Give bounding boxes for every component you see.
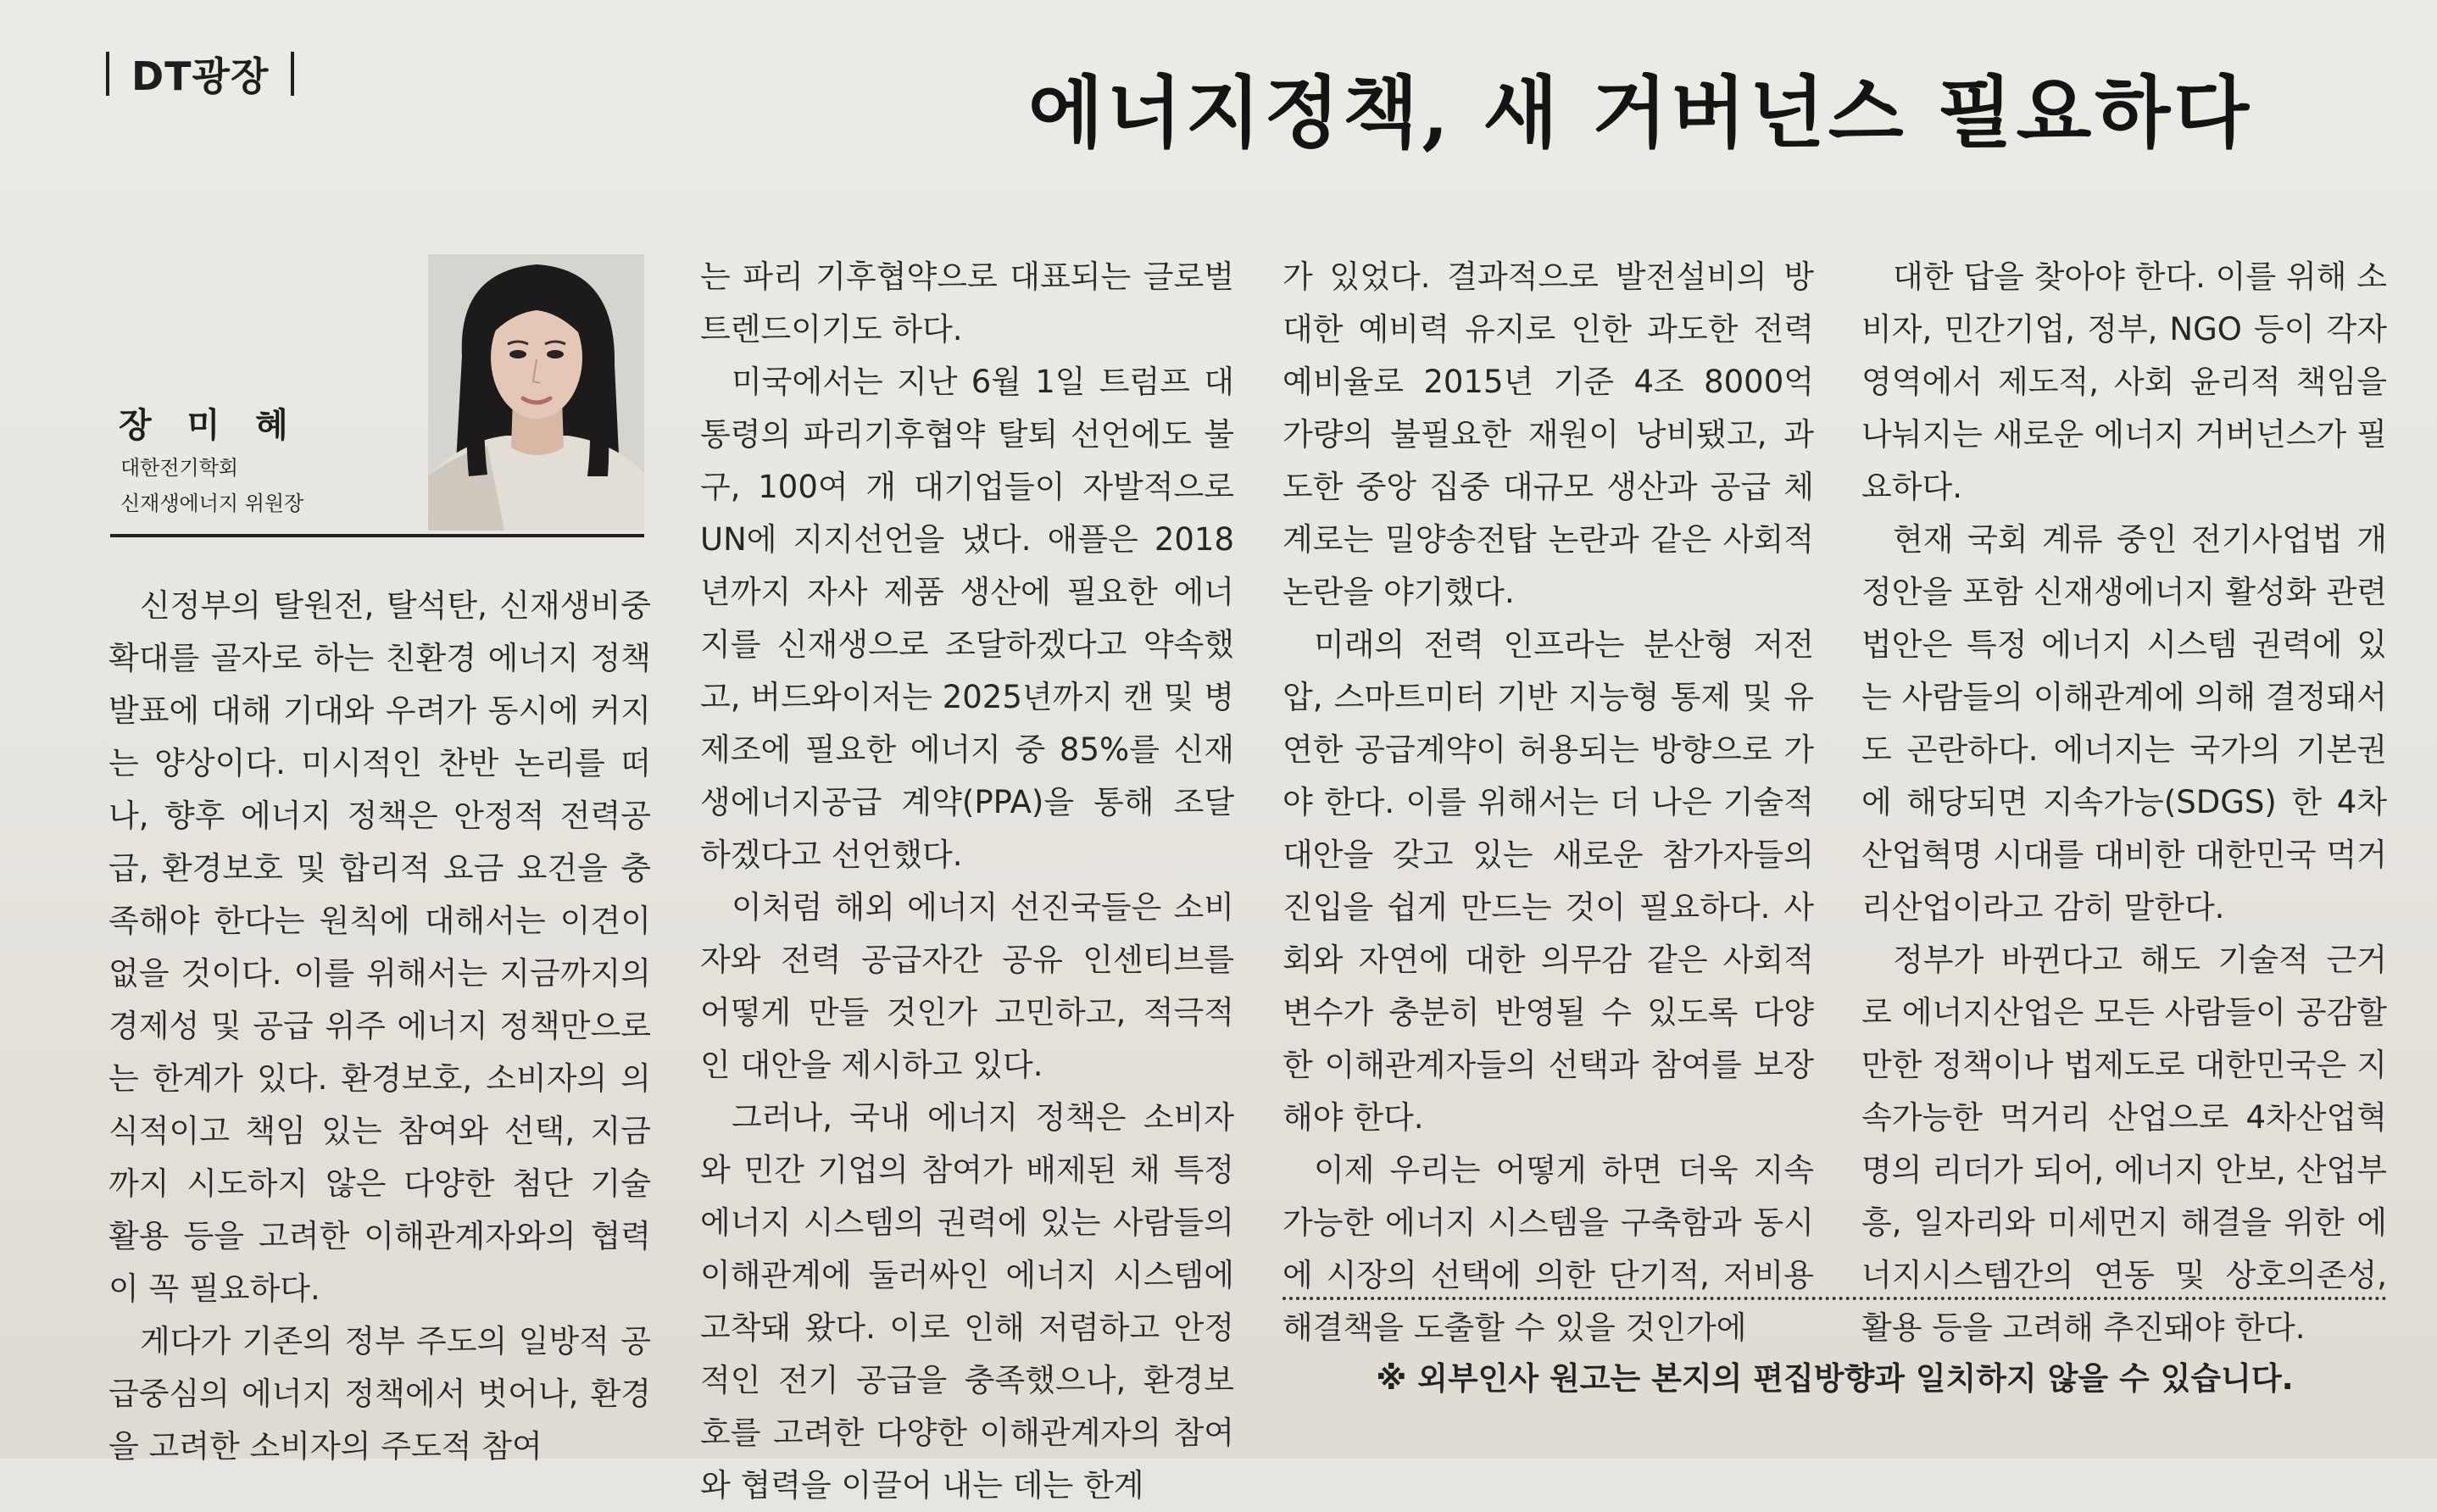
section-divider-left: [106, 52, 109, 96]
paragraph: 현재 국회 계류 중인 전기사업법 개정안을 포함 신재생에너지 활성화 관련 법안은 특정 에너지 시스템 권력에 있는 사람들의 이해관계에 의해 결정돼서도 곤란하다. 에너지는 국가의 기본권에 해당되면 지속가능(SDGS) 한 4차 산업혁명 시대를 대비한 대한민국 먹거리산업이라고 감히 말한다.: [1861, 521, 2387, 926]
headline: 에너지정책, 새 거버넌스 필요하다: [1027, 67, 2253, 158]
paragraph-continued: 는 파리 기후협약으로 대표되는 글로벌 트렌드이기도 하다.: [700, 258, 1234, 347]
article-column-2: [700, 251, 1234, 1512]
paragraph: 미래의 전력 인프라는 분산형 저전압, 스마트미터 기반 지능형 통제 및 유연한 공급계약이 허용되는 방향으로 가야 한다. 이를 위해서는 더 나은 기술적 대안을 갖고 있는 새로운 참가자들의 진입을 쉽게 만드는 것이 필요하다. 사회와 자연에 대한 의무감 같은 사회적 변수가 충분히 반영될 수 있도록 다양한 이해관계자들의 선택과 참여를 보장해야 한다.: [1282, 626, 1814, 1136]
section-divider-right: [291, 52, 294, 96]
editorial-disclaimer: ※ 외부인사 원고는 본지의 편집방향과 일치하지 않을 수 있습니다.: [1376, 1360, 2294, 1397]
portrait-photo: [428, 254, 644, 531]
paragraph-continued: 대한 답을 찾아야 한다. 이를 위해 소비자, 민간기업, 정부, NGO 등이 각자 영역에서 제도적, 사회 윤리적 책임을 나눠지는 새로운 에너지 거버넌스가 필요하다.: [1861, 258, 2387, 505]
paragraph: 게다가 기존의 정부 주도의 일방적 공급중심의 에너지 정책에서 벗어나, 환경을 고려한 소비자의 주도적 참여: [108, 1323, 651, 1465]
article-column-3: [1282, 251, 1814, 1354]
author-affiliation-1: 대한전기학회: [120, 456, 239, 480]
paragraph-continued: 가 있었다. 결과적으로 발전설비의 방대한 예비력 유지로 인한 과도한 전력 예비율로 2015년 기준 4조 8000억 가량의 불필요한 재원이 낭비됐고, 과도한 중앙 집중 대규모 생산과 공급 체계로는 밀양송전탑 논란과 같은 사회적 논란을 야기했다.: [1282, 258, 1814, 610]
author-profile: [110, 254, 644, 537]
paragraph: 이제 우리는 어떻게 하면 더욱 지속 가능한 에너지 시스템을 구축함과 동시에 시장의 선택에 의한 단기적, 저비용 해결책을 도출할 수 있을 것인가에: [1282, 1152, 1814, 1346]
section-name: DT광장: [131, 53, 270, 99]
article-column-4: [1861, 251, 2387, 1354]
section-label: [106, 44, 294, 103]
article-column-1: [108, 580, 651, 1473]
dotted-divider: [1282, 1297, 2387, 1300]
author-name: 장 미 혜: [119, 406, 300, 445]
author-affiliation-2: 신재생에너지 위원장: [120, 492, 304, 515]
paragraph: 그러나, 국내 에너지 정책은 소비자와 민간 기업의 참여가 배제된 채 특정 에너지 시스템의 권력에 있는 사람들의 이해관계에 둘러싸인 에너지 시스템에 고착돼 왔다. 이로 인해 저렴하고 안정적인 전기 공급을 충족했으나, 환경보호를 고려한 다양한 이해관계자의 참여와 협력을 이끌어 내는 데는 한계: [700, 1099, 1234, 1504]
paragraph: 미국에서는 지난 6월 1일 트럼프 대통령의 파리기후협약 탈퇴 선언에도 불구, 100여 개 대기업들이 자발적으로 UN에 지지선언을 냈다. 애플은 2018년까지 자사 제품 생산에 필요한 에너지를 신재생으로 조달하겠다고 약속했고, 버드와이저는 2025년까지 캔 및 병 제조에 필요한 에너지 중 85%를 신재생에너지공급 계약(PPA)을 통해 조달하겠다고 선언했다.: [700, 364, 1234, 873]
paragraph: 신정부의 탈원전, 탈석탄, 신재생비중 확대를 골자로 하는 친환경 에너지 정책발표에 대해 기대와 우려가 동시에 커지는 양상이다. 미시적인 찬반 논리를 떠나, 향후 에너지 정책은 안정적 전력공급, 환경보호 및 합리적 요금 요건을 충족해야 한다는 원칙에 대해서는 이견이 없을 것이다. 이를 위해서는 지금까지의 경제성 및 공급 위주 에너지 정책만으로는 한계가 있다. 환경보호, 소비자의 의식적이고 책임 있는 참여와 선택, 지금까지 시도하지 않은 다양한 첨단 기술 활용 등을 고려한 이해관계자와의 협력이 꼭 필요하다.: [108, 587, 651, 1307]
paragraph: 정부가 바뀐다고 해도 기술적 근거로 에너지산업은 모든 사람들이 공감할 만한 정책이나 법제도로 대한민국은 지속가능한 먹거리 산업으로 4차산업혁명의 리더가 되어, 에너지 안보, 산업부흥, 일자리와 미세먼지 해결을 위한 에너지시스템간의 연동 및 상호의존성, 활용 등을 고려해 추진돼야 한다.: [1861, 942, 2387, 1346]
author-portrait: [428, 254, 644, 531]
paragraph: 이처럼 해외 에너지 선진국들은 소비자와 전력 공급자간 공유 인센티브를 어떻게 만들 것인가 고민하고, 적극적인 대안을 제시하고 있다.: [700, 889, 1234, 1083]
